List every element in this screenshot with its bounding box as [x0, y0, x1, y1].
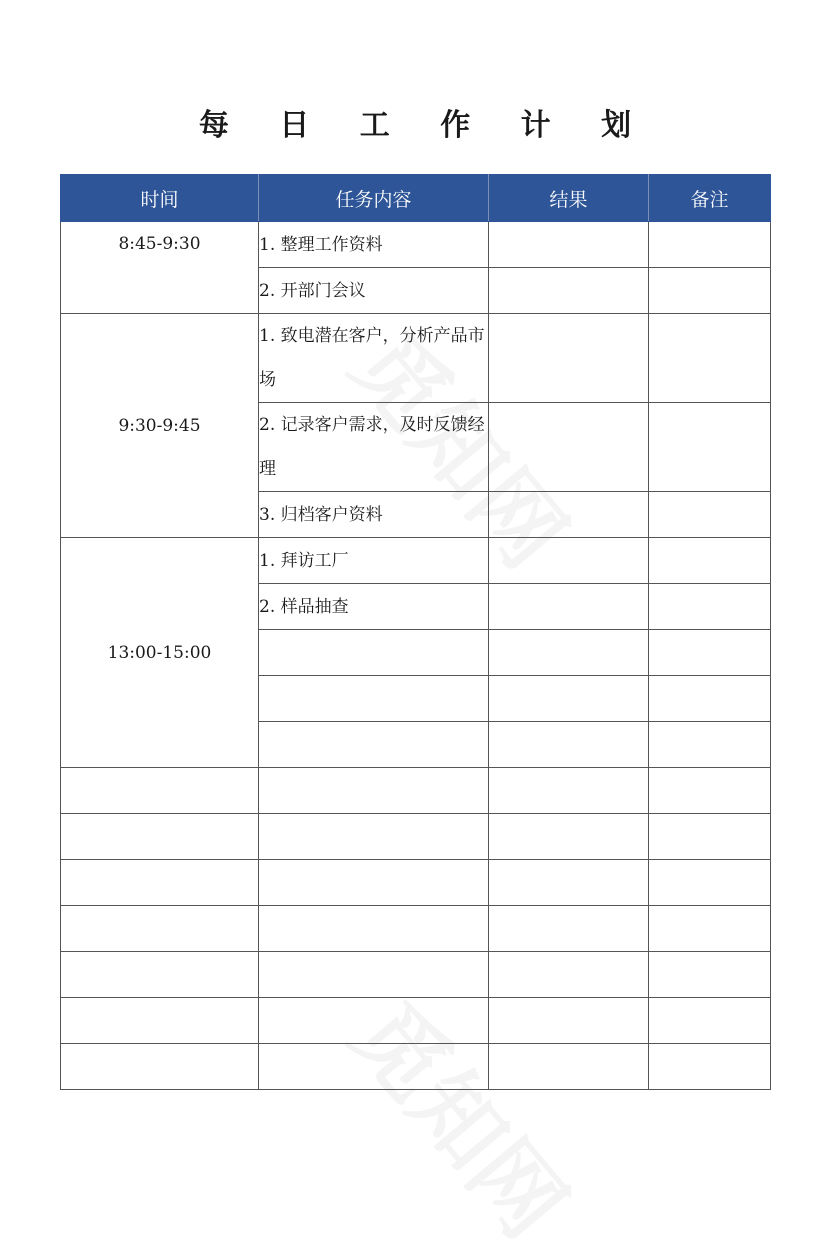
task-cell: 2. 样品抽查: [259, 584, 489, 630]
remark-cell: [649, 403, 771, 492]
remark-cell: [649, 630, 771, 676]
remark-cell: [649, 268, 771, 314]
result-cell: [489, 314, 649, 403]
header-remark: 备注: [649, 175, 771, 222]
remark-cell: [649, 906, 771, 952]
time-cell: 13:00-15:00: [61, 538, 259, 768]
time-cell: [61, 998, 259, 1044]
remark-cell: [649, 314, 771, 403]
remark-cell: [649, 584, 771, 630]
time-cell: 9:30-9:45: [61, 314, 259, 538]
result-cell: [489, 1044, 649, 1090]
task-cell: [259, 1044, 489, 1090]
time-cell: [61, 1044, 259, 1090]
remark-cell: [649, 1044, 771, 1090]
task-cell: 2. 开部门会议: [259, 268, 489, 314]
result-cell: [489, 676, 649, 722]
remark-cell: [649, 998, 771, 1044]
task-cell: [259, 630, 489, 676]
task-cell: [259, 768, 489, 814]
result-cell: [489, 584, 649, 630]
result-cell: [489, 998, 649, 1044]
task-cell: [259, 814, 489, 860]
result-cell: [489, 814, 649, 860]
table-row: [61, 222, 771, 268]
page-title: 每 日 工 作 计 划: [198, 108, 652, 143]
task-cell: [259, 722, 489, 768]
table-row: [61, 860, 771, 906]
remark-cell: [649, 814, 771, 860]
result-cell: [489, 630, 649, 676]
remark-cell: [649, 492, 771, 538]
remark-cell: [649, 768, 771, 814]
time-cell: [61, 952, 259, 998]
task-cell: 1. 整理工作资料: [259, 222, 489, 268]
time-cell: [61, 860, 259, 906]
time-cell: [61, 768, 259, 814]
time-cell: [61, 906, 259, 952]
remark-cell: [649, 952, 771, 998]
table-header-row: [61, 175, 771, 222]
result-cell: [489, 952, 649, 998]
table-row: [61, 906, 771, 952]
header-result: 结果: [489, 175, 649, 222]
table-row: [61, 314, 771, 403]
time-cell: [61, 814, 259, 860]
result-cell: [489, 268, 649, 314]
result-cell: [489, 722, 649, 768]
result-cell: [489, 906, 649, 952]
task-cell: 3. 归档客户资料: [259, 492, 489, 538]
result-cell: [489, 492, 649, 538]
task-cell: [259, 998, 489, 1044]
remark-cell: [649, 538, 771, 584]
task-cell: 2. 记录客户需求，及时反馈经理: [259, 403, 489, 492]
task-cell: [259, 952, 489, 998]
task-cell: [259, 676, 489, 722]
remark-cell: [649, 860, 771, 906]
task-cell: [259, 906, 489, 952]
task-cell: 1. 拜访工厂: [259, 538, 489, 584]
task-cell: 1. 致电潜在客户，分析产品市场: [259, 314, 489, 403]
header-time: 时间: [61, 175, 259, 222]
table-row: [61, 998, 771, 1044]
result-cell: [489, 403, 649, 492]
daily-plan-table: [60, 174, 771, 1090]
remark-cell: [649, 222, 771, 268]
task-cell: [259, 860, 489, 906]
table-row: [61, 768, 771, 814]
result-cell: [489, 222, 649, 268]
remark-cell: [649, 676, 771, 722]
header-task: 任务内容: [259, 175, 489, 222]
table-row: [61, 538, 771, 584]
table-row: [61, 1044, 771, 1090]
result-cell: [489, 538, 649, 584]
table-row: [61, 952, 771, 998]
table-row: [61, 814, 771, 860]
remark-cell: [649, 722, 771, 768]
time-cell: 8:45-9:30: [61, 222, 259, 314]
result-cell: [489, 768, 649, 814]
result-cell: [489, 860, 649, 906]
